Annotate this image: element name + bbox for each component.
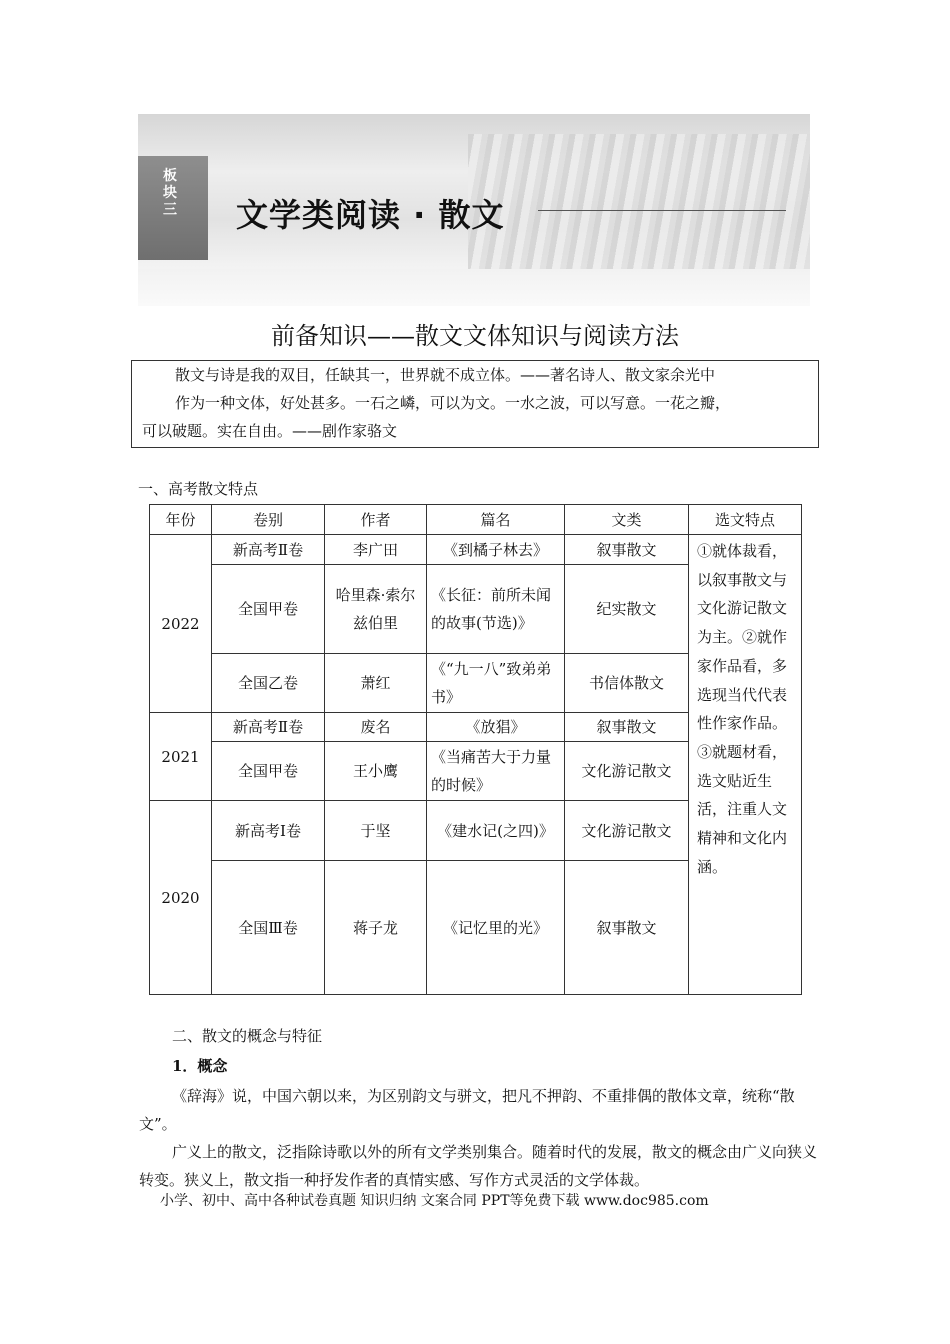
section-heading: 二、散文的概念与特征 — [172, 1027, 323, 1045]
section-tag — [138, 156, 208, 260]
paper-cell: 新高考Ⅰ卷 — [212, 801, 325, 861]
author-cell: 蒋子龙 — [325, 861, 427, 995]
section-heading: 一、高考散文特点 — [138, 480, 259, 498]
paper-cell: 新高考Ⅱ卷 — [212, 713, 325, 742]
paragraph: 《辞海》说，中国六朝以来，为区别韵文与骈文，把凡不押韵、不重排偶的散体文章，统称“散文”。 — [139, 1087, 795, 1133]
paper-cell: 新高考Ⅱ卷 — [212, 535, 325, 565]
year-cell: 2020 — [150, 801, 212, 995]
title-cell: 《建水记(之四)》 — [427, 801, 565, 861]
features-cell: ①就体裁看，以叙事散文与文化游记散文为主。②就作家作品看，多选现当代代表性作家作品。③就题材看，选文贴近生活，注重人文精神和文化内涵。 — [689, 535, 802, 995]
paper-cell: 全国Ⅲ卷 — [212, 861, 325, 995]
paper-cell: 全国甲卷 — [212, 742, 325, 801]
author-cell: 王小鹰 — [325, 742, 427, 801]
subsection-heading: 1．概念 — [172, 1057, 228, 1075]
paper-cell: 全国甲卷 — [212, 565, 325, 654]
quote-line-3: 可以破题。实在自由。——剧作家骆文 — [142, 422, 398, 440]
year-cell: 2021 — [150, 713, 212, 801]
genre-cell: 纪实散文 — [565, 565, 689, 654]
genre-cell: 叙事散文 — [565, 535, 689, 565]
author-cell: 哈里森·索尔兹伯里 — [325, 565, 427, 654]
header-cell: 文类 — [565, 505, 689, 535]
title-cell: 《放猖》 — [427, 713, 565, 742]
header-cell: 作者 — [325, 505, 427, 535]
title-cell: 《到橘子林去》 — [427, 535, 565, 565]
header-cell: 年份 — [150, 505, 212, 535]
table-header-row — [150, 505, 802, 535]
author-cell: 李广田 — [325, 535, 427, 565]
header-cell: 卷别 — [212, 505, 325, 535]
author-cell: 萧红 — [325, 654, 427, 713]
header-cell: 选文特点 — [689, 505, 802, 535]
title-rule — [538, 210, 786, 211]
header-cell: 篇名 — [427, 505, 565, 535]
quote-box — [131, 360, 819, 448]
banner-title: 文学类阅读 · 散文 — [236, 196, 505, 234]
genre-cell: 文化游记散文 — [565, 742, 689, 801]
title-cell: 《长征：前所未闻的故事(节选)》 — [427, 565, 565, 654]
genre-cell: 叙事散文 — [565, 861, 689, 995]
title-cell: 《当痛苦大于力量的时候》 — [427, 742, 565, 801]
genre-cell: 叙事散文 — [565, 713, 689, 742]
author-cell: 废名 — [325, 713, 427, 742]
section-tag-label: 板块三 — [163, 168, 177, 218]
genre-cell: 文化游记散文 — [565, 801, 689, 861]
footer-text: 小学、初中、高中各种试卷真题 知识归纳 文案合同 PPT等免费下载 www.doc985.com — [160, 1193, 709, 1209]
exam-table — [149, 504, 802, 995]
table-row — [150, 535, 802, 565]
quote-line-1: 散文与诗是我的双目，任缺其一，世界就不成立体。——著名诗人、散文家余光中 — [175, 366, 716, 384]
quote-line-2: 作为一种文体，好处甚多。一石之嶙，可以为文。一水之波，可以写意。一花之瓣， — [175, 394, 731, 412]
title-cell: 《“九一八”致弟弟书》 — [427, 654, 565, 713]
paragraph: 广义上的散文，泛指除诗歌以外的所有文学类别集合。随着时代的发展，散文的概念由广义向狭义转变。狭义上，散文指一种抒发作者的真情实感、写作方式灵活的文学体裁。 — [139, 1143, 818, 1189]
genre-cell: 书信体散文 — [565, 654, 689, 713]
author-cell: 于坚 — [325, 801, 427, 861]
title-cell: 《记忆里的光》 — [427, 861, 565, 995]
waterfall-image — [468, 134, 810, 284]
paper-cell: 全国乙卷 — [212, 654, 325, 713]
page-title: 前备知识——散文文体知识与阅读方法 — [271, 322, 679, 350]
year-cell: 2022 — [150, 535, 212, 713]
